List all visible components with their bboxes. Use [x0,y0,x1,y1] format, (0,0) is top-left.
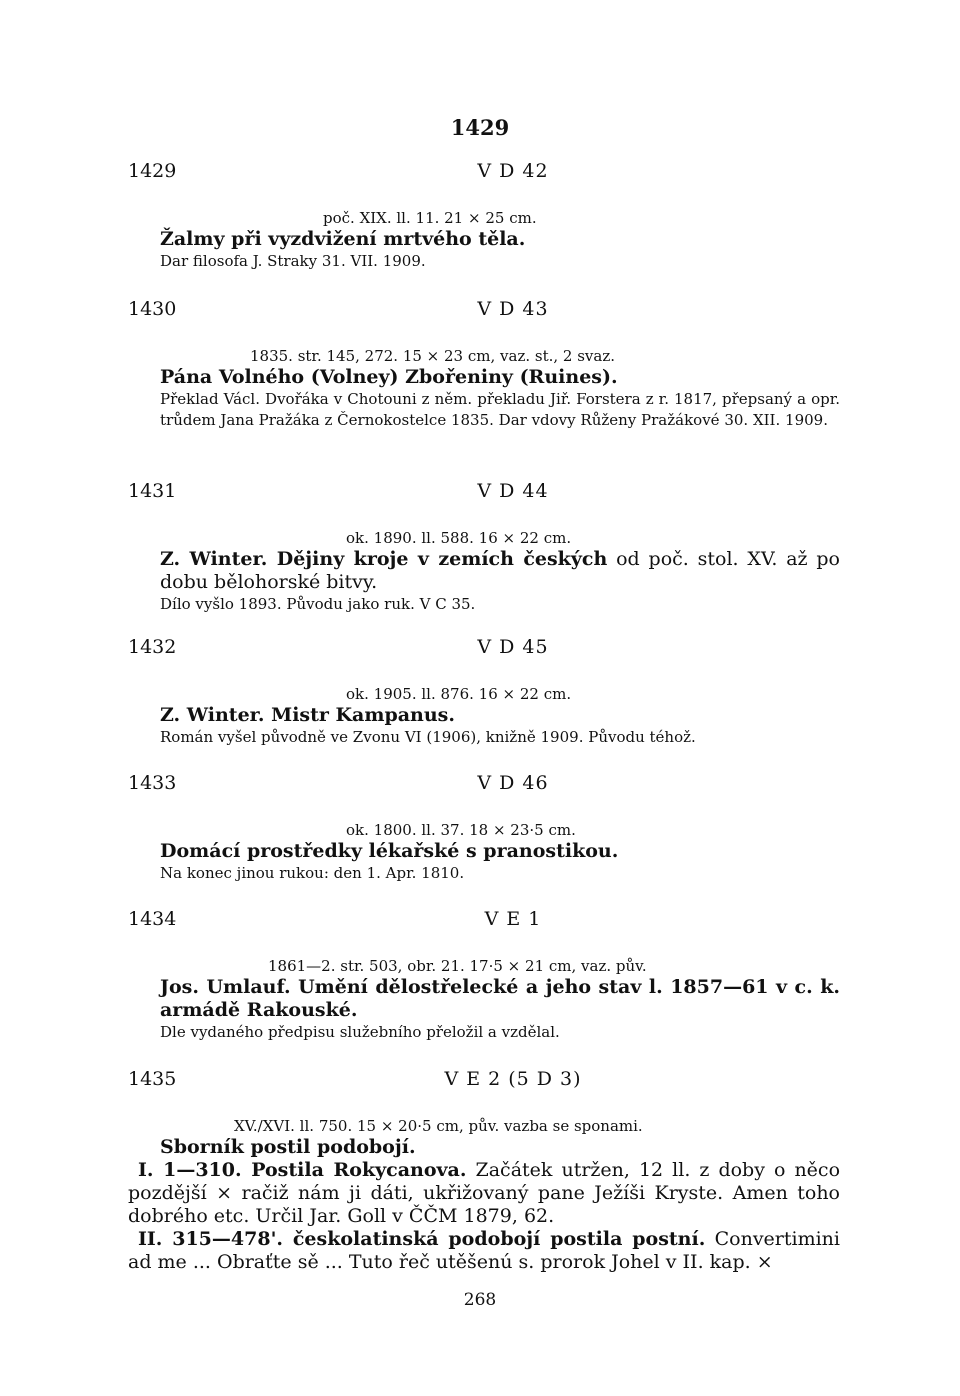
shelf-mark: V D 45 [477,636,549,658]
entry-number: 1430 [128,298,177,320]
entry-header [128,636,840,666]
catalog-entry [128,160,840,272]
entry-header [128,772,840,802]
running-head: 1429 [450,115,510,140]
shelf-mark: V E 1 [484,908,542,930]
entry-number: 1434 [128,908,177,930]
shelf-mark: V D 42 [477,160,549,182]
entry-header [128,480,840,510]
entry-number: 1433 [128,772,177,794]
entry-header [128,160,840,190]
catalog-entry [128,772,840,884]
entry-note: Překlad Václ. Dvořáka v Chotouni z něm. překladu Jiř. Forstera z r. 1817, přepsaný a opr. trůdem Jana Pražáka z Černokostelce 1835. Dar vdovy Růženy Pražákové 30. XII. 1909. [160,390,840,429]
title-bold: Z. Winter. Dějiny kroje v zemích českých [160,548,608,570]
entry-note: Dílo vyšlo 1893. Původu jako ruk. V C 35. [160,595,476,613]
physical-description: 1861—2. str. 503, obr. 21. 17·5 × 21 cm, vaz. pův. [268,957,647,975]
catalog-entry [128,908,840,1043]
section-text: Convertimini ad me ... Obraťte sě ... Tuto řeč utěšenú s. prorok Johel v II. kap. × [128,1228,840,1273]
catalog-entry [128,1068,840,1274]
entry-title: Jos. Umlauf. Umění dělostřelecké a jeho stav l. 1857—61 v c. k. armádě Rakouské. [160,976,840,1021]
entry-title: Sborník postil podobojí. [160,1136,416,1158]
section-paragraph [128,1228,840,1274]
physical-description: 1835. str. 145, 272. 15 × 23 cm, vaz. st., 2 svaz. [250,347,616,365]
section-paragraph [128,1159,840,1228]
section-text: Začátek utržen, 12 ll. z doby o něco pozdější × račiž nám ji dáti, ukřižovaný pane Ježíši Kryste. Amen toho dobrého etc. Určil Jar. Goll v ČČM 1879, 62. [128,1159,841,1227]
entry-note: Román vyšel původně ve Zvonu VI (1906), knižně 1909. Původu téhož. [160,728,696,746]
entry-title: Z. Winter. Mistr Kampanus. [160,704,455,726]
entry-note: Dle vydaného předpisu služebního přeložil a vzdělal. [160,1023,560,1041]
section-heading: II. 315—478'. českolatinská podobojí postila postní. [138,1228,706,1250]
page-number: 268 [463,1290,497,1310]
physical-description: ok. 1800. ll. 37. 18 × 23·5 cm. [346,821,576,839]
physical-description: ok. 1905. ll. 876. 16 × 22 cm. [346,685,572,703]
entry-title: Domácí prostředky lékařské s pranostikou. [160,840,619,862]
physical-description: XV./XVI. ll. 750. 15 × 20·5 cm, pův. vazba se sponami. [234,1117,643,1135]
entry-number: 1435 [128,1068,177,1090]
entry-note: Na konec jinou rukou: den 1. Apr. 1810. [160,864,465,882]
entry-title [128,548,840,594]
catalog-entry [128,636,840,748]
physical-description: poč. XIX. ll. 11. 21 × 25 cm. [323,209,537,227]
entry-number: 1432 [128,636,177,658]
entry-header [128,908,840,938]
shelf-mark: V D 43 [477,298,549,320]
title-rest: od poč. stol. XV. až po dobu bělohorské bitvy. [160,548,840,593]
catalog-entry [128,480,840,615]
shelf-mark: V E 2 (5 D 3) [444,1068,582,1090]
entry-title: Pána Volného (Volney) Zbořeniny (Ruines). [160,366,618,388]
shelf-mark: V D 46 [477,772,549,794]
catalog-entry [128,298,840,431]
physical-description: ok. 1890. ll. 588. 16 × 22 cm. [346,529,572,547]
entry-number: 1431 [128,480,177,502]
entry-header [128,1068,840,1098]
entry-number: 1429 [128,160,177,182]
entry-header [128,298,840,328]
entry-note: Dar filosofa J. Straky 31. VII. 1909. [160,252,426,270]
section-heading: I. 1—310. Postila Rokycanova. [138,1159,467,1181]
entry-title: Žalmy při vyzdvižení mrtvého těla. [160,228,526,250]
shelf-mark: V D 44 [477,480,549,502]
